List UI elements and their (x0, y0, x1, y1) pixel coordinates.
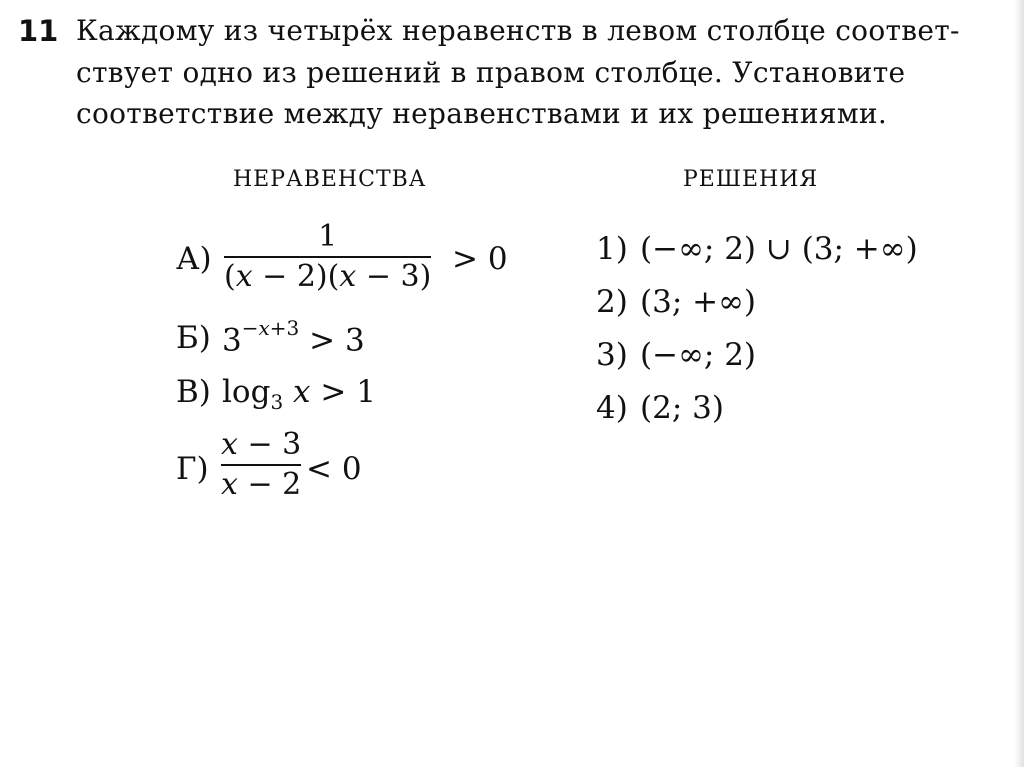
inequality-c-expression (222, 374, 376, 414)
inequality-c-base: 3 (270, 390, 284, 415)
statement-line-1: Каждому из четырёх неравенств в левом столбце соответ- (76, 14, 960, 47)
solution-3-text: (−∞; 2) (640, 337, 757, 373)
inequality-b-base: 3 (222, 322, 242, 359)
inequality-a-numerator: 1 (318, 219, 338, 254)
inequality-d-label: Г) (176, 451, 209, 487)
page-edge-shadow (1014, 0, 1024, 767)
statement-line-2: ствует одно из решений в правом столбце. Установите (76, 56, 906, 89)
inequality-a-tail: > 0 (452, 241, 508, 277)
inequalities-header: НЕРАВЕНСТВА (233, 167, 427, 192)
inequality-d-numerator: x − 3 (221, 427, 302, 462)
inequality-b-exponent: −x+3 (241, 316, 300, 340)
fraction-bar (224, 256, 431, 258)
inequality-a-label: А) (176, 241, 212, 277)
inequality-d-fraction (221, 427, 302, 502)
inequality-a-denominator: (x − 2)(x − 3) (224, 259, 432, 294)
solution-3-label: 3) (596, 337, 628, 373)
solution-2-label: 2) (596, 284, 628, 320)
inequality-b-label: Б) (176, 320, 211, 356)
inequality-c-tail: > 1 (310, 374, 376, 410)
inequality-b-tail: > 3 (299, 322, 365, 359)
solution-4-label: 4) (596, 390, 628, 426)
statement-line-3: соответствие между неравенствами и их решениями. (76, 97, 888, 130)
solution-1-label: 1) (596, 231, 628, 267)
inequality-d-tail: < 0 (306, 451, 362, 487)
solutions-header: РЕШЕНИЯ (683, 167, 819, 192)
solution-1-text: (−∞; 2) ∪ (3; +∞) (640, 231, 918, 267)
solution-4-text: (2; 3) (640, 390, 724, 426)
solution-2-text: (3; +∞) (640, 284, 757, 320)
inequality-c-label: В) (176, 374, 211, 410)
inequality-c-var: x (293, 374, 311, 410)
problem-number: 11 (18, 14, 59, 48)
inequality-c-func: log (222, 374, 271, 410)
inequality-d-denominator: x − 2 (221, 467, 302, 502)
inequality-a-fraction (224, 219, 432, 294)
inequality-b-expression (222, 316, 365, 359)
fraction-bar (221, 464, 301, 466)
